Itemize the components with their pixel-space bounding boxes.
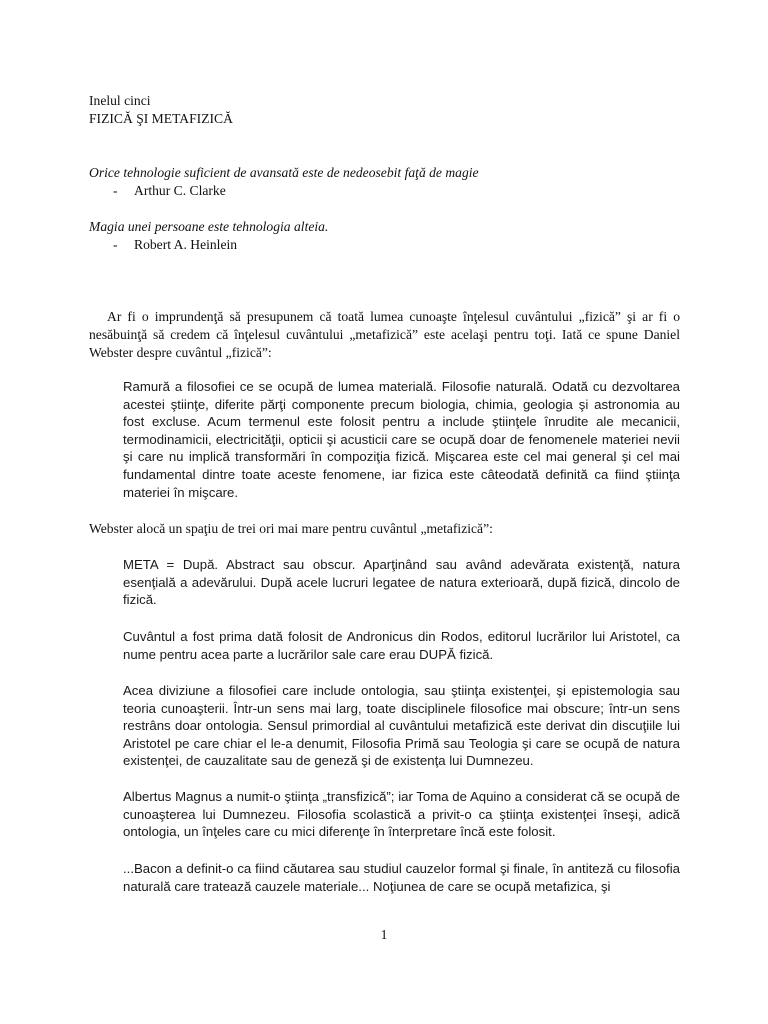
epigraph-dash: - xyxy=(113,183,118,198)
epigraph-dash: - xyxy=(113,237,118,252)
chapter-title: FIZICĂ ŞI METAFIZICĂ xyxy=(89,111,233,126)
epigraph-quote: Orice tehnologie suficient de avansată este de nedeosebit faţă de magie xyxy=(89,165,479,180)
epigraph-author xyxy=(113,236,413,254)
block-quote: ...Bacon a definit-o ca fiind căutarea sau studiul cauzelor formal şi finale, în antiteză cu filosofia naturală care tratează cauzele materiale... Noţiunea de care se ocupă metafizica, şi xyxy=(123,861,680,894)
block-quote: Ramură a filosofiei ce se ocupă de lumea materială. Filosofie naturală. Odată cu dezvoltarea acestei ştiinţe, diferite părţi componente precum biologia, chimia, geologia şi astronomia au fost excluse. Acum termenul este folosit pentru a include ştiinţele înrudite ale mecanicii, termodinamicii, electricităţii, opticii şi acusticii care se ocupă doar de fenomenele materiei nevii şi care nu implică transformări în compoziţia fizică. Mişcarea este cel mai general şi cel mai fundamental dintre toate aceste fenomene, iar fizica este câteodată definită ca fiind ştiinţa materiei în mişcare. xyxy=(123,379,680,500)
epigraph-author-name: Robert A. Heinlein xyxy=(134,237,238,252)
intro-paragraph: Ar fi o imprundenţă să presupunem că toată lumea cunoaşte înţelesul cuvântului „fizică” şi ar fi o nesăbuinţă să credem că înţelesul cuvântului „metafizică” este acelaşi pentru toţi. Iată ce spune Daniel Webster despre cuvântul „fizică”: xyxy=(89,309,680,360)
block-quote: Cuvântul a fost prima dată folosit de Andronicus din Rodos, editorul lucrărilor lui Aristotel, ca nume pentru acea parte a lucrărilor sale care erau DUPĂ fizică. xyxy=(123,629,680,662)
block-quote: META = După. Abstract sau obscur. Aparţinând sau având adevărata existenţă, natura esenţială a adevărului. După acele lucruri legatee de natura exterioară, după fizică, dincolo de fizică. xyxy=(123,557,680,608)
chapter-label: Inelul cinci xyxy=(89,93,151,108)
block-quote: Acea diviziune a filosofiei care include ontologia, sau ştiinţa existenţei, şi epistemologia sau teoria cunoaşterii. Într-un sens mai larg, toate disciplinele filosofice mai obscure; într-un sens restrâns doar ontologia. Sensul primordial al cuvântului metafizică este derivat din discuţiile lui Aristotel pe care chiar el le-a denumit, Filosofia Primă sau Teologia şi care se ocupă de natura existenţei, de cauzalitate sau de geneză şi de existenţa lui Dumnezeu. xyxy=(123,683,680,769)
epigraph-quote: Magia unei persoane este tehnologia alteia. xyxy=(89,219,329,234)
page-number: 1 xyxy=(380,927,388,942)
block-quote: Albertus Magnus a numit-o ştiinţa „transfizică”; iar Toma de Aquino a considerat că se ocupă de cunoaşterea lui Dumnezeu. Filosofia scolastică a privit-o ca ştiinţa existenţei înseşi, adică ontologia, un înţeles care cu mici diferenţe în înterpretare încă este folosit. xyxy=(123,789,680,840)
epigraph-author-name: Arthur C. Clarke xyxy=(134,183,226,198)
body-paragraph: Webster alocă un spaţiu de trei ori mai mare pentru cuvântul „metafizică”: xyxy=(89,521,493,536)
epigraph-author xyxy=(113,182,413,200)
